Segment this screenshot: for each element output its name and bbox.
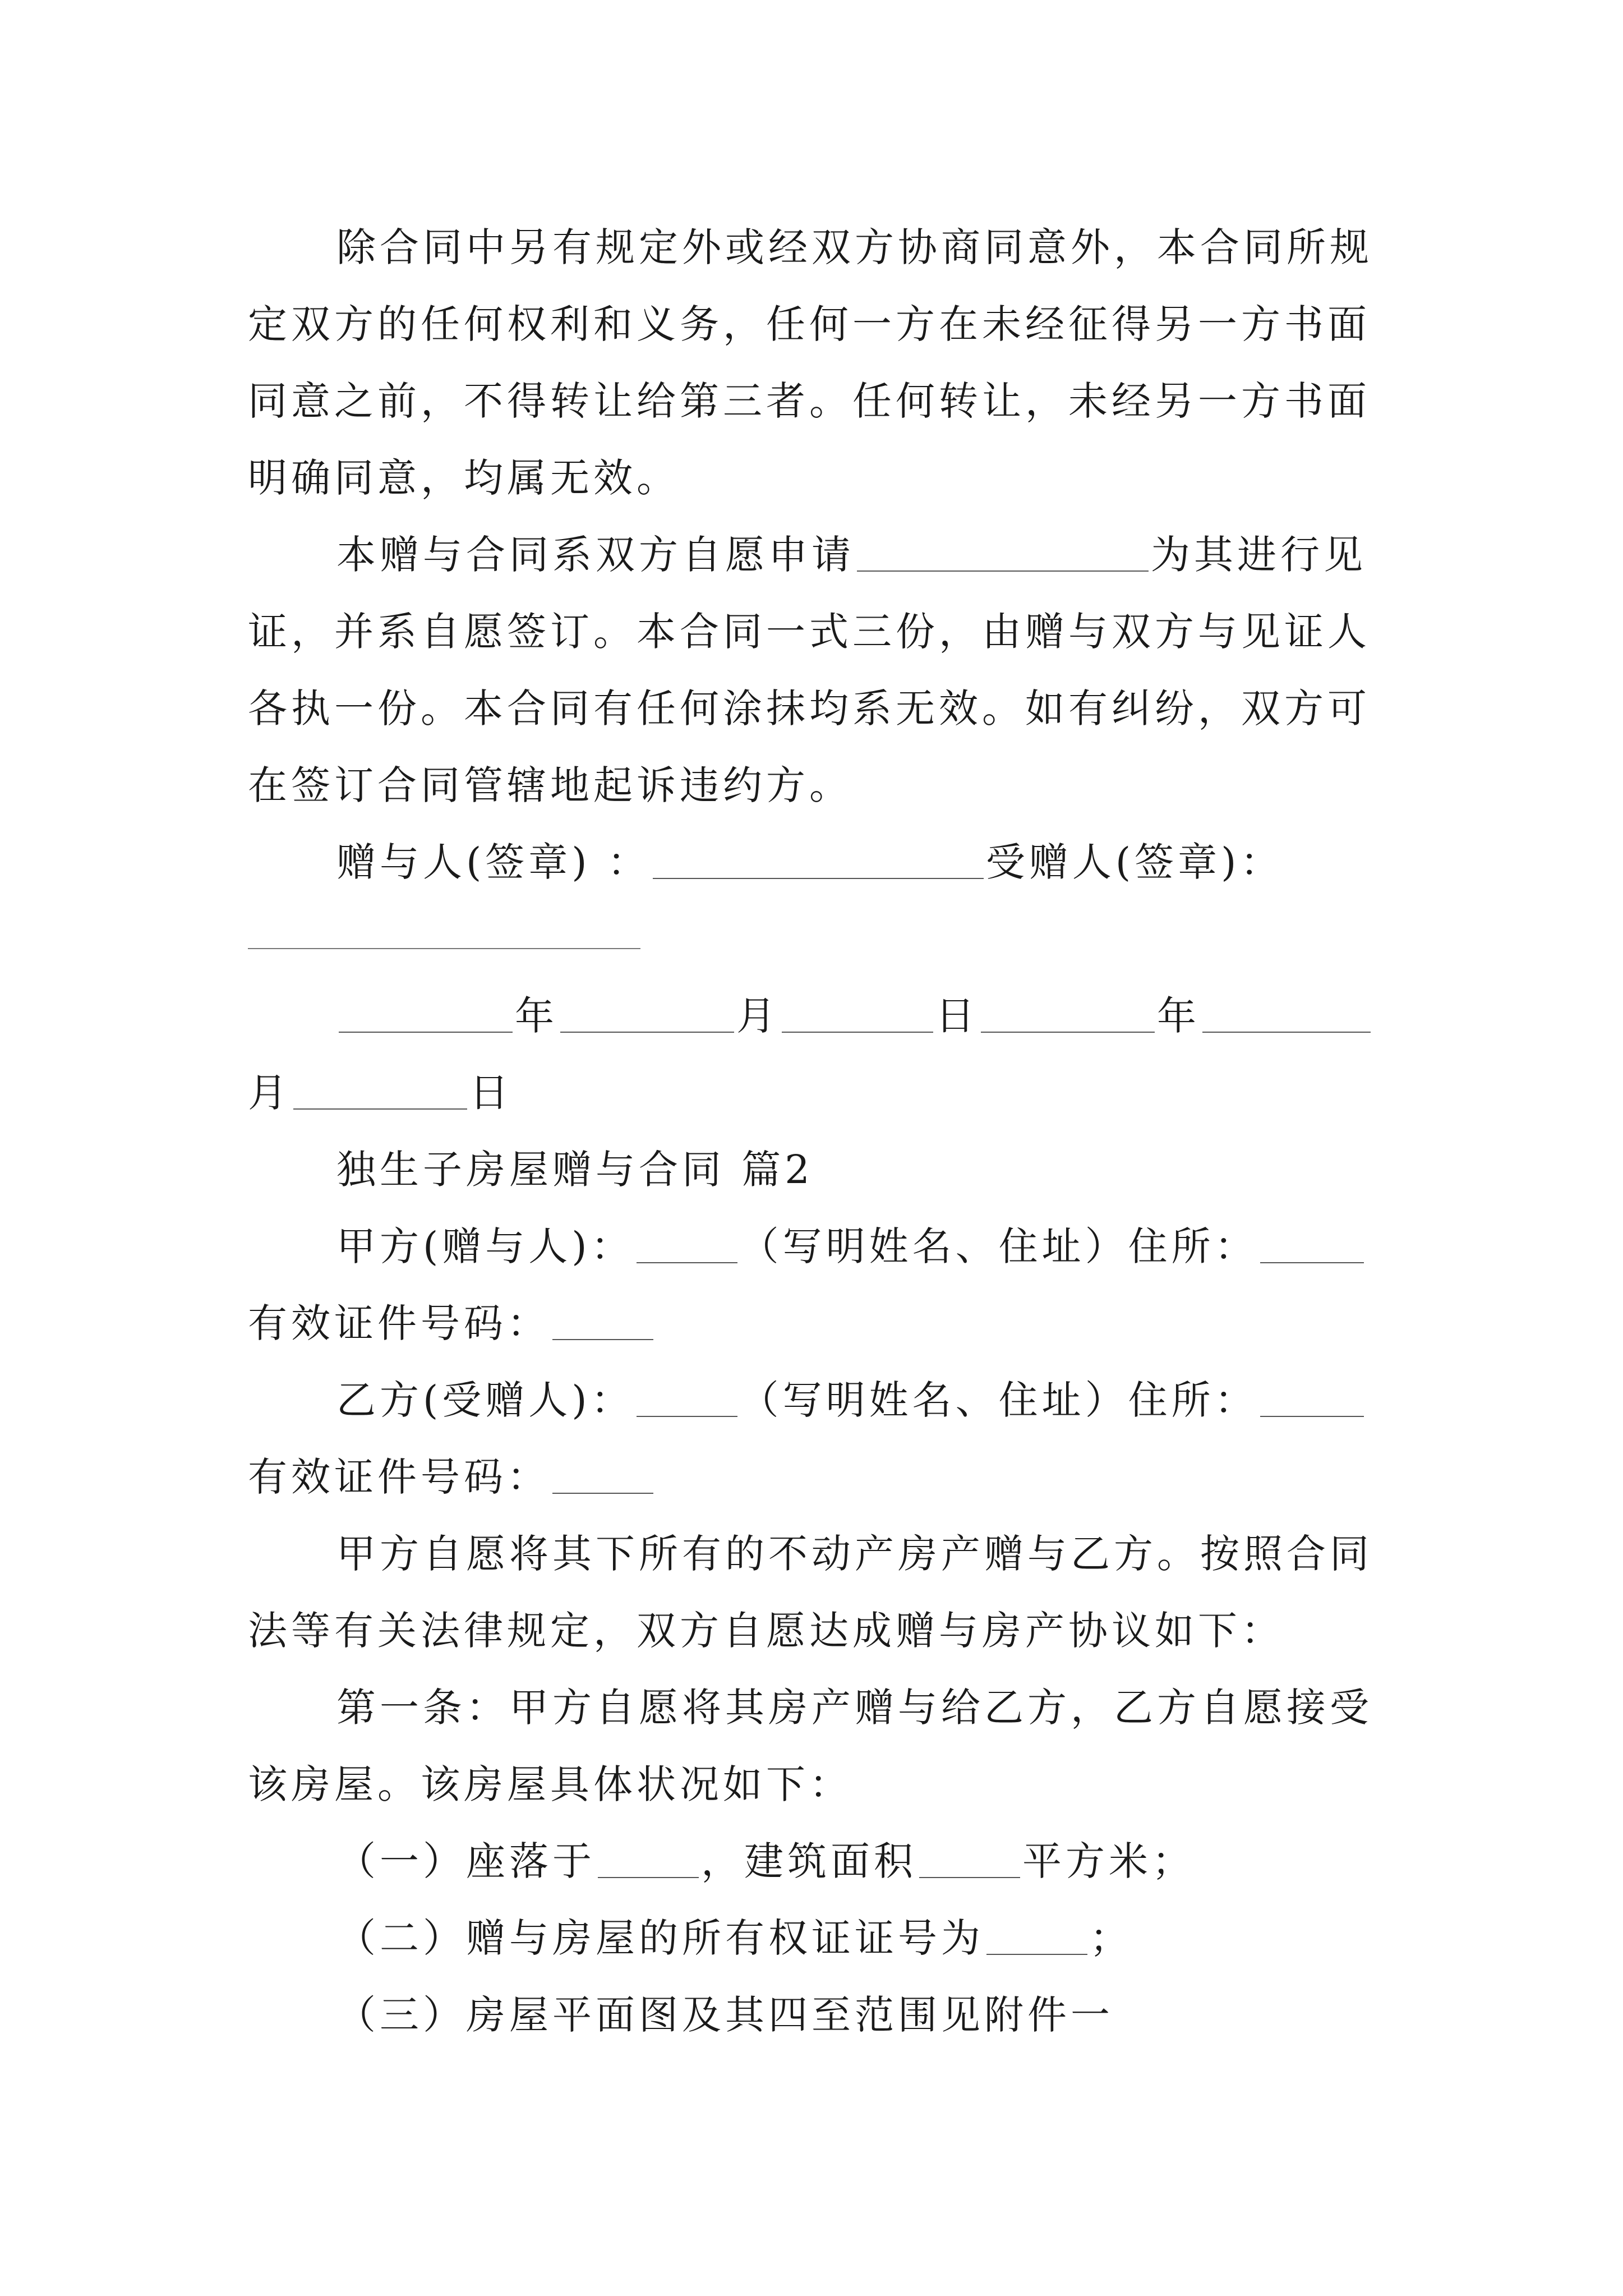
date-line-2 (248, 1056, 1381, 1129)
donee-year-blank (981, 1000, 1155, 1033)
para1-line3: 同意之前，不得转让给第三者。任何转让，未经另一方书面 (248, 378, 1371, 424)
item1-area-label: ，建筑面积 (701, 1838, 917, 1884)
year-label: 年 (1157, 993, 1200, 1039)
article1-line2: 该房屋。该房屋具体状况如下： (248, 1761, 852, 1807)
para2-line1 (336, 518, 1381, 591)
para2-line1-start: 本赠与合同系双方自愿申请 (336, 532, 855, 578)
item2-label: （二）赠与房屋的所有权证证号为 (336, 1915, 984, 1961)
para1-line4: 明确同意，均属无效。 (248, 455, 680, 501)
article1-line1: 第一条：甲方自愿将其房产赠与给乙方，乙方自愿接受 (336, 1685, 1373, 1731)
donor-sign-blank (653, 846, 984, 879)
party-b-name-blank (637, 1384, 737, 1417)
para2-line3: 各执一份。本合同有任何涂抹均系无效。如有纠纷，双方可 (248, 685, 1371, 731)
party-b-id-label: 有效证件号码： (248, 1454, 550, 1500)
para2-line2: 证，并系自愿签订。本合同一式三份，由赠与双方与见证人 (248, 609, 1371, 655)
witness-blank (857, 539, 1149, 572)
party-a-id-label: 有效证件号码： (248, 1300, 550, 1346)
para1-line1: 除合同中另有规定外或经双方协商同意外，本合同所规 (336, 224, 1373, 270)
item1-area-blank (919, 1846, 1020, 1878)
donee-day-blank (293, 1077, 467, 1110)
party-a-note: （写明姓名、住址）住所： (739, 1223, 1258, 1269)
party-a-id-blank (552, 1308, 653, 1340)
donee-sign-label: 受赠人(签章)： (985, 839, 1284, 885)
para2-line4: 在签订合同管辖地起诉违约方。 (248, 762, 852, 808)
section2-title: 独生子房屋赠与合同 篇2 (336, 1147, 814, 1193)
day-label: 日 (469, 1070, 513, 1116)
donor-month-blank (560, 1000, 734, 1033)
para2-line1-end: 为其进行见 (1151, 532, 1367, 578)
donor-day-blank (782, 1000, 933, 1033)
item1-location-blank (598, 1846, 699, 1878)
party-b-id-blank (552, 1461, 653, 1494)
month-label: 月 (736, 993, 780, 1039)
item2-certificate-blank (986, 1922, 1087, 1955)
item1-unit: 平方米； (1022, 1838, 1195, 1884)
item2-line (336, 1902, 1381, 1975)
donor-sign-label: 赠与人(签章) ： (336, 839, 651, 885)
party-a-line (336, 1210, 1381, 1283)
signature-line (336, 826, 1381, 899)
donee-sign-blank (248, 948, 640, 949)
donee-month-blank-start (1202, 1000, 1371, 1033)
party-b-address-blank (1260, 1384, 1364, 1417)
party-a-label: 甲方(赠与人)： (336, 1223, 634, 1269)
item1-line (336, 1825, 1381, 1898)
para1-line2: 定双方的任何权利和义务，任何一方在未经征得另一方书面 (248, 301, 1371, 347)
party-b-note: （写明姓名、住址）住所： (739, 1377, 1258, 1423)
party-b-line (336, 1364, 1381, 1437)
year-label: 年 (515, 993, 558, 1039)
day-label: 日 (935, 993, 979, 1039)
intro-line2: 法等有关法律规定，双方自愿达成赠与房产协议如下： (248, 1608, 1284, 1654)
item2-end: ； (1090, 1915, 1133, 1961)
month-label: 月 (248, 1070, 291, 1116)
party-a-id-line (248, 1287, 1381, 1360)
donor-year-blank (339, 1000, 513, 1033)
date-line-1 (336, 979, 1381, 1052)
party-a-address-blank (1260, 1231, 1364, 1263)
party-b-id-line (248, 1441, 1381, 1513)
party-a-name-blank (637, 1231, 737, 1263)
intro-line1: 甲方自愿将其下所有的不动产房产赠与乙方。按照合同 (336, 1531, 1373, 1577)
item3-line: （三）房屋平面图及其四至范围见附件一 (336, 1992, 1114, 2038)
party-b-label: 乙方(受赠人)： (336, 1377, 634, 1423)
item1-location-label: （一）座落于 (336, 1838, 596, 1884)
